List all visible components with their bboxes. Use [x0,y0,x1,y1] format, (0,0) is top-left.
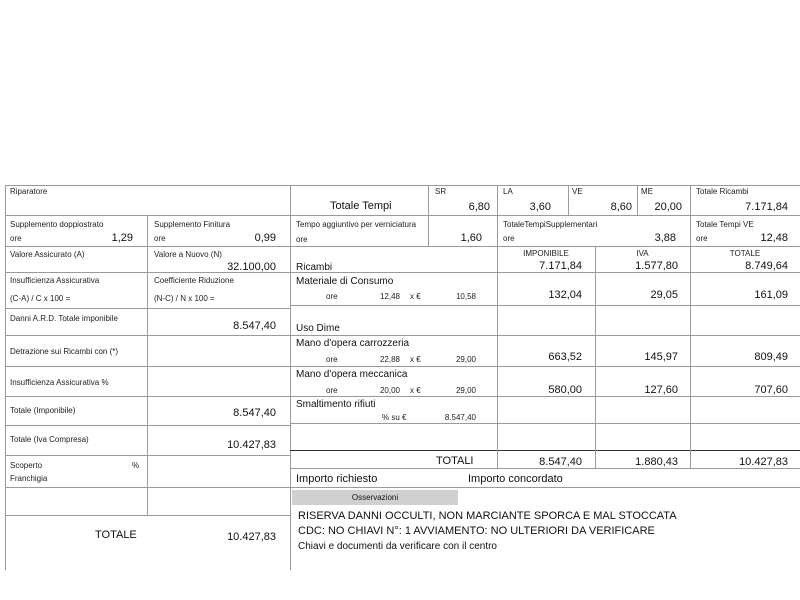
meccanica-x: x € [410,386,421,395]
me-label: ME [641,187,653,196]
ricambi-imponibile: 7.171,84 [539,260,582,272]
materiale-label: Materiale di Consumo [296,276,394,287]
sr-value: 6,80 [468,201,490,213]
supp-finitura-label: Supplemento Finitura [154,220,231,229]
totale-imponibile-label: Totale (Imponibile) [10,406,76,415]
materiale-ore-label: ore [326,292,338,301]
smaltimento-pct: % su € [382,413,407,422]
iva-header: IVA [636,249,649,258]
tempi-supp-unit: ore [503,234,515,243]
carrozzeria-ore-label: ore [326,355,338,364]
meccanica-rate: 29,00 [455,386,476,395]
carrozzeria-imponibile: 663,52 [548,351,582,363]
insuff-formula: (C-A) / C x 100 = [10,294,71,303]
ve-label: VE [572,187,583,196]
uso-dime-label: Uso Dime [296,323,340,334]
meccanica-label: Mano d'opera meccanica [296,369,408,380]
insuff-pct-label: Insufficienza Assicurativa % [10,378,109,387]
supp-doppio-label: Supplemento doppiostrato [10,220,104,229]
carrozzeria-iva: 145,97 [644,351,678,363]
totale-header: TOTALE [729,249,761,258]
coeff-formula: (N-C) / N x 100 = [154,294,215,303]
tempi-supp-value: 3,88 [654,232,676,244]
tempo-aggiuntivo-value: 1,60 [460,232,482,244]
riparatore-label: Riparatore [10,187,48,196]
smaltimento-base: 8.547,40 [444,413,476,422]
totale-label: TOTALE [95,529,137,541]
me-value: 20,00 [654,201,682,213]
materiale-iva: 29,05 [650,289,678,301]
tempo-aggiuntivo-unit: ore [296,235,308,244]
observation-line: RISERVA DANNI OCCULTI, NON MARCIANTE SPORCA E MAL STOCCATA [298,510,677,522]
totale-value: 10.427,83 [227,531,276,543]
la-label: LA [503,187,513,196]
tempi-ve-label: Totale Tempi VE [696,220,754,229]
scoperto-label: Scoperto [10,461,43,470]
carrozzeria-label: Mano d'opera carrozzeria [296,338,410,349]
totale-ricambi-label: Totale Ricambi [696,187,749,196]
totale-iva-value: 10.427,83 [227,439,276,451]
supp-finitura-value: 0,99 [254,232,276,244]
carrozzeria-ore: 22,88 [379,355,400,364]
supp-finitura-unit: ore [154,234,166,243]
materiale-imponibile: 132,04 [548,289,582,301]
danni-label: Danni A.R.D. Totale imponibile [10,314,118,323]
totali-imponibile: 8.547,40 [539,456,582,468]
materiale-rate: 10,58 [455,292,476,301]
carrozzeria-rate: 29,00 [455,355,476,364]
imponibile-header: IMPONIBILE [523,249,569,258]
ricambi-label: Ricambi [296,262,333,273]
materiale-ore: 12,48 [379,292,400,301]
totale-ricambi-value: 7.171,84 [745,201,788,213]
insuff-label: Insufficienza Assicurativa [10,276,100,285]
valore-nuovo-value: 32.100,00 [227,261,276,273]
ve-value: 8,60 [610,201,632,213]
tempi-ve-value: 12,48 [760,232,788,244]
observation-line: CDC: NO CHIAVI N°: 1 AVVIAMENTO: NO ULTERIORI DA VERIFICARE [298,525,655,537]
totale-tempi-label: Totale Tempi [330,200,392,212]
meccanica-ore-label: ore [326,386,338,395]
carrozzeria-totale: 809,49 [754,351,788,363]
detrazione-label: Detrazione sui Ricambi con (*) [10,347,119,356]
totali-totale: 10.427,83 [739,456,788,468]
scoperto-percent: % [132,461,140,470]
franchigia-label: Franchigia [10,474,48,483]
meccanica-ore: 20,00 [379,386,400,395]
totali-iva: 1.880,43 [635,456,678,468]
tempo-aggiuntivo-label: Tempo aggiuntivo per verniciatura [296,220,417,229]
meccanica-totale: 707,60 [754,384,788,396]
observation-line: Chiavi e documenti da verificare con il centro [298,541,497,552]
la-value: 3,60 [529,201,551,213]
supp-doppio-unit: ore [10,234,22,243]
valore-assicurato-label: Valore Assicurato (A) [10,250,85,259]
importo-richiesto-label: Importo richiesto [296,473,378,485]
sr-label: SR [435,187,447,196]
observations-tab-label: Osservazioni [351,493,399,502]
ricambi-iva: 1.577,80 [635,260,678,272]
meccanica-iva: 127,60 [644,384,678,396]
carrozzeria-x: x € [410,355,421,364]
totali-label: TOTALI [436,455,474,467]
meccanica-imponibile: 580,00 [548,384,582,396]
materiale-x: x € [410,292,421,301]
tempi-supp-label: TotaleTempiSupplementari [503,220,598,229]
supp-doppio-value: 1,29 [111,232,133,244]
importo-concordato-label: Importo concordato [468,473,563,485]
materiale-totale: 161,09 [754,289,788,301]
totale-iva-label: Totale (Iva Compresa) [10,435,89,444]
tempi-ve-unit: ore [696,234,708,243]
totale-imponibile-value: 8.547,40 [233,407,276,419]
danni-value: 8.547,40 [233,320,276,332]
ricambi-totale: 8.749,64 [745,260,788,272]
valore-nuovo-label: Valore a Nuovo (N) [154,250,222,259]
smaltimento-label: Smaltimento rifiuti [296,399,376,410]
coeff-label: Coefficiente Riduzione [154,276,234,285]
